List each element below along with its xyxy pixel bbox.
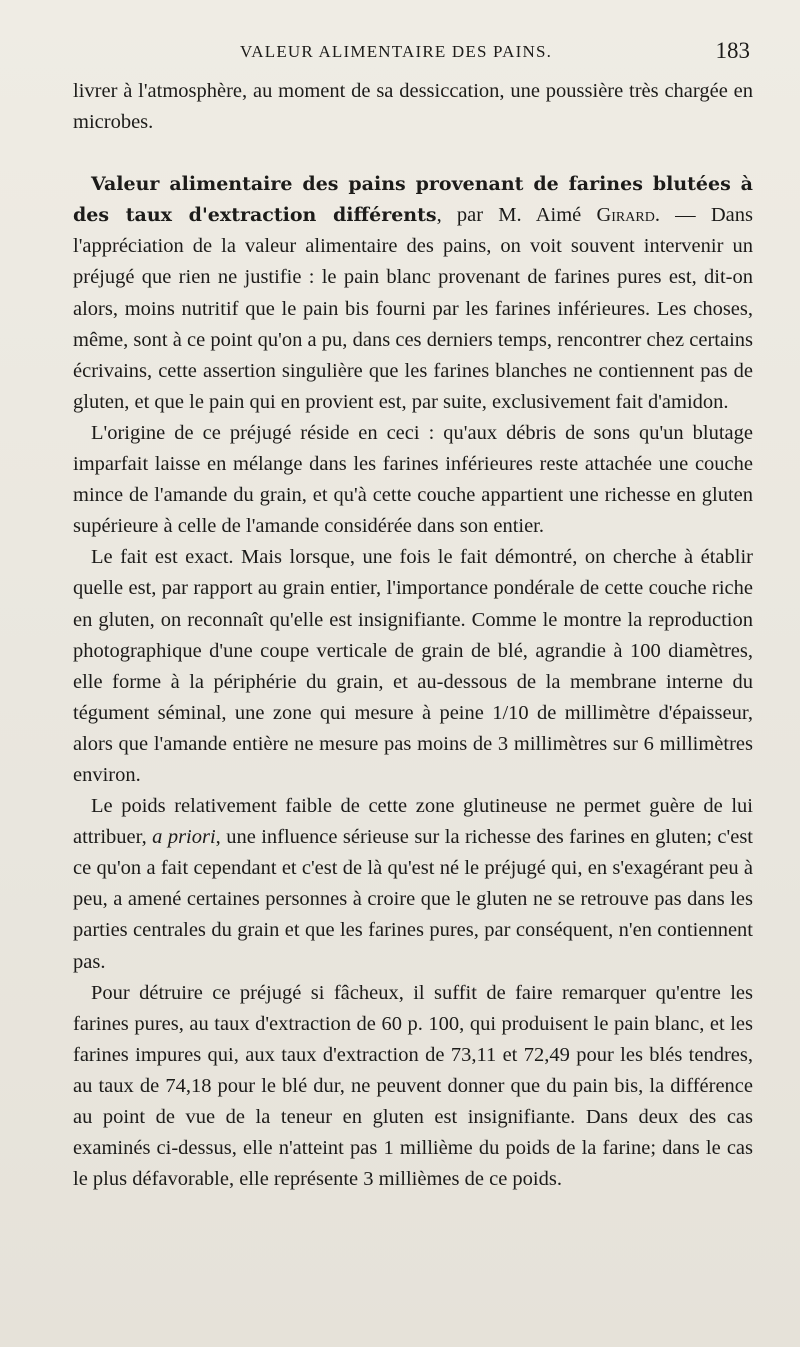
page-number: 183 [715, 38, 750, 63]
page-header [60, 38, 750, 68]
section-paragraph [73, 169, 753, 418]
author-byline: , par M. Aimé [436, 204, 597, 227]
paragraph: Le fait est exact. Mais lorsque, une fois le fait démontré, on cherche à établir quelle est, par rapport au grain entier, l'importance pondérale de cette couche riche en gluten, on reconnaît qu'elle est insignifiante. Comme le montre la reproduction photographique d'une coupe verticale de grain de blé, agrandie à 100 diamètres, elle forme à la périphérie du grain, et au-dessous de la membrane interne du tégument séminal, une zone qui mesure à peine 1/10 de millimètre d'épaisseur, alors que l'amande entière ne mesure pas moins de 3 millimètres sur 6 millimètres environ. [73, 546, 753, 786]
body-text [73, 76, 753, 1195]
paragraph-text: Le poids relativement faible de cette zone glutineuse ne permet guère de lui attribuer, [73, 795, 753, 849]
paragraph: Pour détruire ce préjugé si fâcheux, il suffit de faire remarquer qu'entre les farines pures, au taux d'extraction de 60 p. 100, qui produisent le pain blanc, et les farines impures qui, aux taux d'extraction de 73,11 et 72,49 pour les blés tendres, au taux de 74,18 pour le blé dur, ne peuvent donner que du pain bis, la différence au point de vue de la teneur en gluten est insignifiante. Dans deux des cas examinés ci-dessus, elle n'atteint pas 1 millième du poids de la farine; dans le cas le plus défavorable, elle représente 3 millièmes de ce poids. [73, 981, 753, 1191]
italic-phrase: a priori [152, 826, 216, 849]
author-name: Girard [596, 204, 655, 227]
paragraph-text: , une influence sérieuse sur la richesse des farines en gluten; c'est ce qu'on a fait cependant et c'est de là qu'est né le préjugé qui, en s'exagérant peu à peu, a amené certaines personnes à croire que le gluten ne se retrouve pas dans les parties centrales du grain et que les farines pures, par conséquent, n'en contiennent pas. [73, 826, 753, 973]
section-text: . — Dans l'appréciation de la valeur alimentaire des pains, on voit souvent intervenir un préjugé que rien ne justifie : le pain blanc provenant de farines pures est, dit-on alors, moins nutritif que le pain bis fourni par les farines inférieures. Les choses, même, sont à ce point qu'on a pu, dans ces derniers temps, rencontrer chez certains écrivains, cette assertion singulière que les farines blanches ne contiennent pas de gluten, et que le pain qui en provient est, par suite, exclusivement fait d'amidon. [73, 204, 753, 413]
paragraph: L'origine de ce préjugé réside en ceci : qu'aux débris de sons qu'un blutage imparfait laisse en mélange dans les farines inférieures reste attachée une couche mince de l'amande du grain, et qu'à cette couche appartient une richesse en gluten supérieure à celle de l'amande considérée dans son entier. [73, 421, 753, 538]
paragraph [73, 791, 753, 978]
section-title: Valeur alimentaire des pains provenant de farines blutées à des taux d'extraction différents [73, 173, 753, 227]
running-title: VALEUR ALIMENTAIRE DES PAINS. [240, 42, 553, 61]
paragraph-continuation: livrer à l'atmosphère, au moment de sa dessiccation, une poussière très chargée en microbes. [73, 80, 753, 134]
